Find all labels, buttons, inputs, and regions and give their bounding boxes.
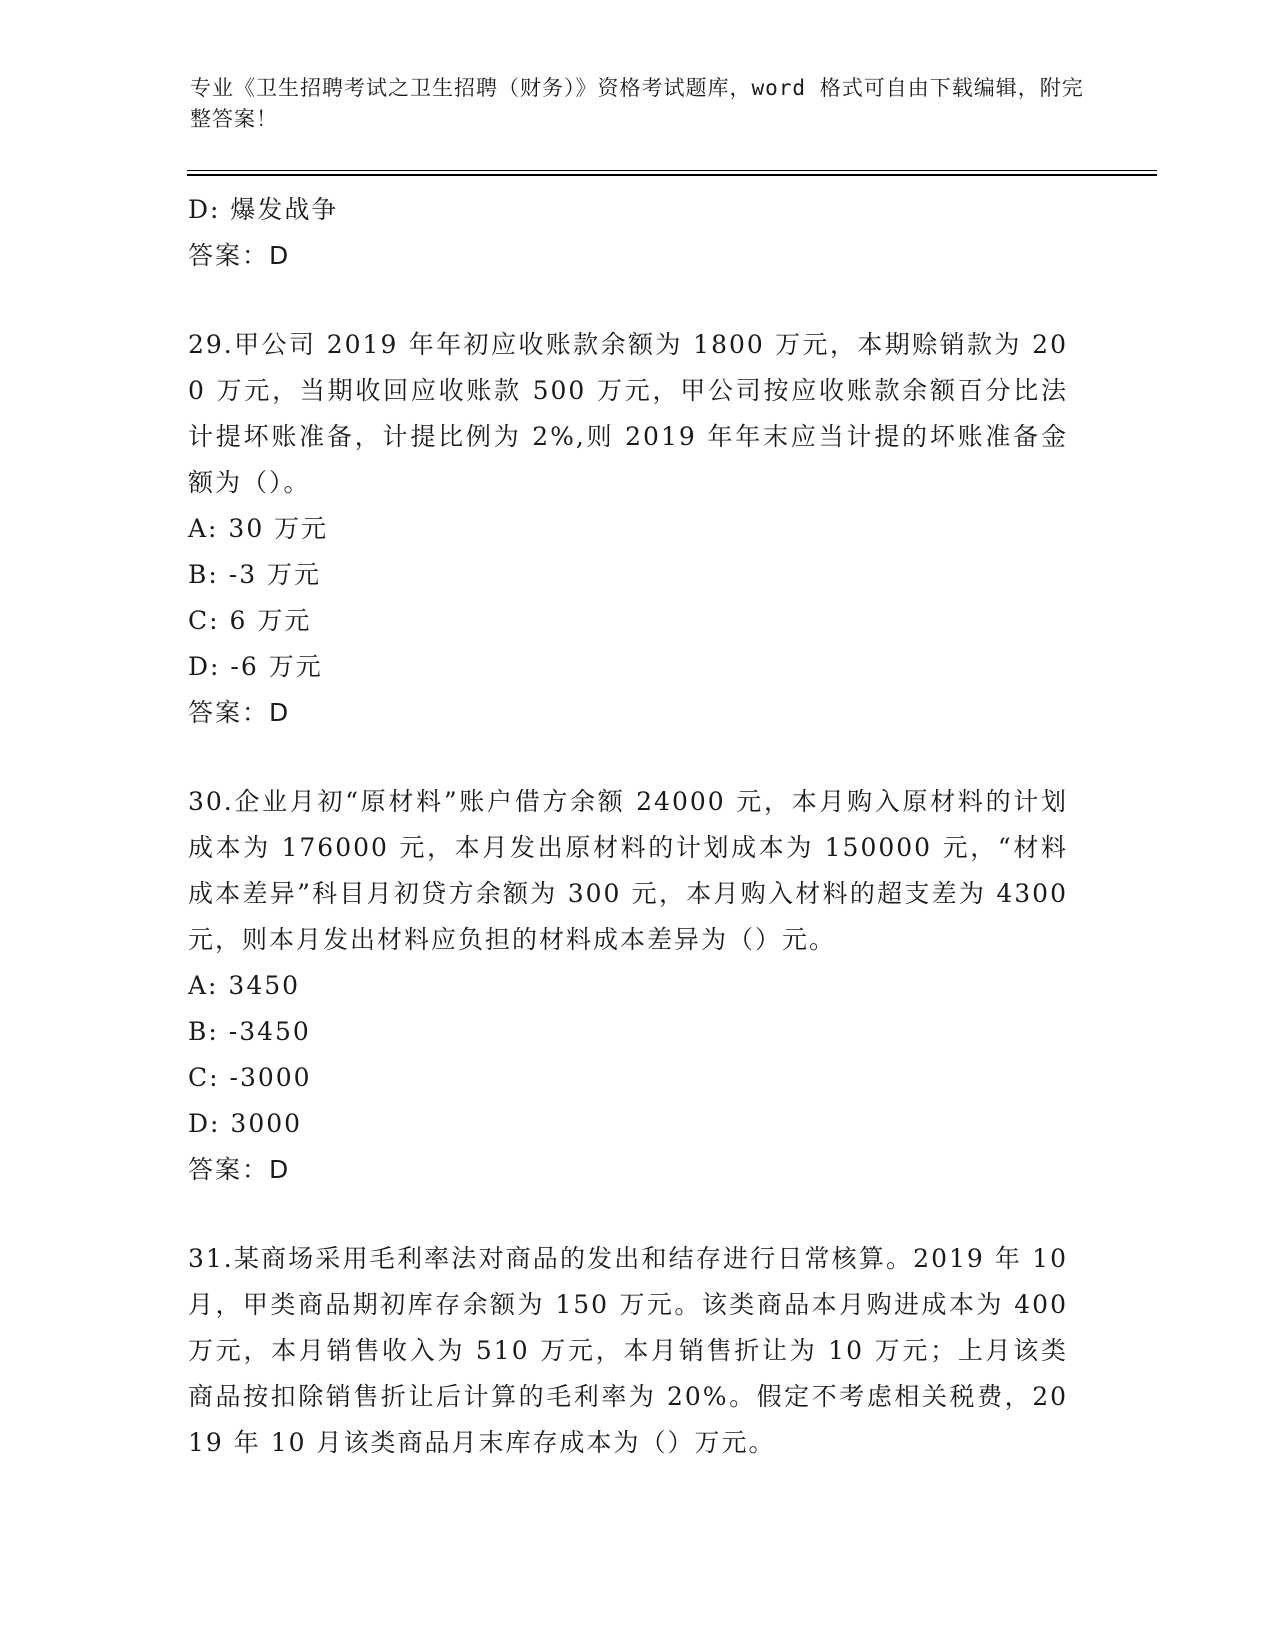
- page-header-text: 专业《卫生招聘考试之卫生招聘（财务）》资格考试题库，word 格式可自由下载编辑，附完整答案！: [190, 76, 1084, 131]
- spacer: [188, 1193, 1068, 1236]
- prev-answer: 答案：D: [188, 241, 291, 270]
- question-29-answer: 答案：D: [188, 698, 291, 727]
- question-29-stem: 29.甲公司 2019 年年初应收账款余额为 1800 万元，本期赊销款为 200 万元，当期收回应收账款 500 万元，甲公司按应收账款余额百分比法计提坏账准备，计提比例为 2%,则 2019 年年末应当计提的坏账准备金额为（）。: [188, 330, 1068, 497]
- question-30-option-a: A: 3450: [188, 971, 301, 1000]
- question-29-option-a: A: 30 万元: [188, 514, 329, 543]
- spacer: [188, 279, 1068, 322]
- question-30-stem: 30.企业月初“原材料”账户借方余额 24000 元，本月购入原材料的计划成本为 176000 元，本月发出原材料的计划成本为 150000 元，“材料成本差异”科目月初贷方余额为 300 元，本月购入材料的超支差为 4300 元，则本月发出材料应负担的材料成本差异为（）元。: [188, 787, 1068, 954]
- header-divider-thin: [187, 170, 1157, 171]
- question-30-option-c: C: -3000: [188, 1063, 312, 1092]
- question-31-stem: 31.某商场采用毛利率法对商品的发出和结存进行日常核算。2019 年 10 月，甲类商品期初库存余额为 150 万元。该类商品本月购进成本为 400 万元，本月销售收入为 510 万元，本月销售折让为 10 万元；上月该类商品按扣除销售折让后计算的毛利率为 20%。假定不考虑相关税费，2019 年 10 月该类商品月末库存成本为（）万元。: [188, 1244, 1068, 1457]
- header-divider-thick: [187, 174, 1157, 176]
- question-29-option-d: D: -6 万元: [188, 652, 323, 681]
- question-30-option-b: B: -3450: [188, 1017, 311, 1046]
- spacer: [188, 736, 1068, 779]
- question-30-answer: 答案：D: [188, 1155, 291, 1184]
- question-29-option-b: B: -3 万元: [188, 560, 322, 589]
- question-content: [188, 187, 1068, 1466]
- prev-option-d: D: 爆发战争: [188, 195, 339, 224]
- question-29-option-c: C: 6 万元: [188, 606, 312, 635]
- question-30-option-d: D: 3000: [188, 1109, 303, 1138]
